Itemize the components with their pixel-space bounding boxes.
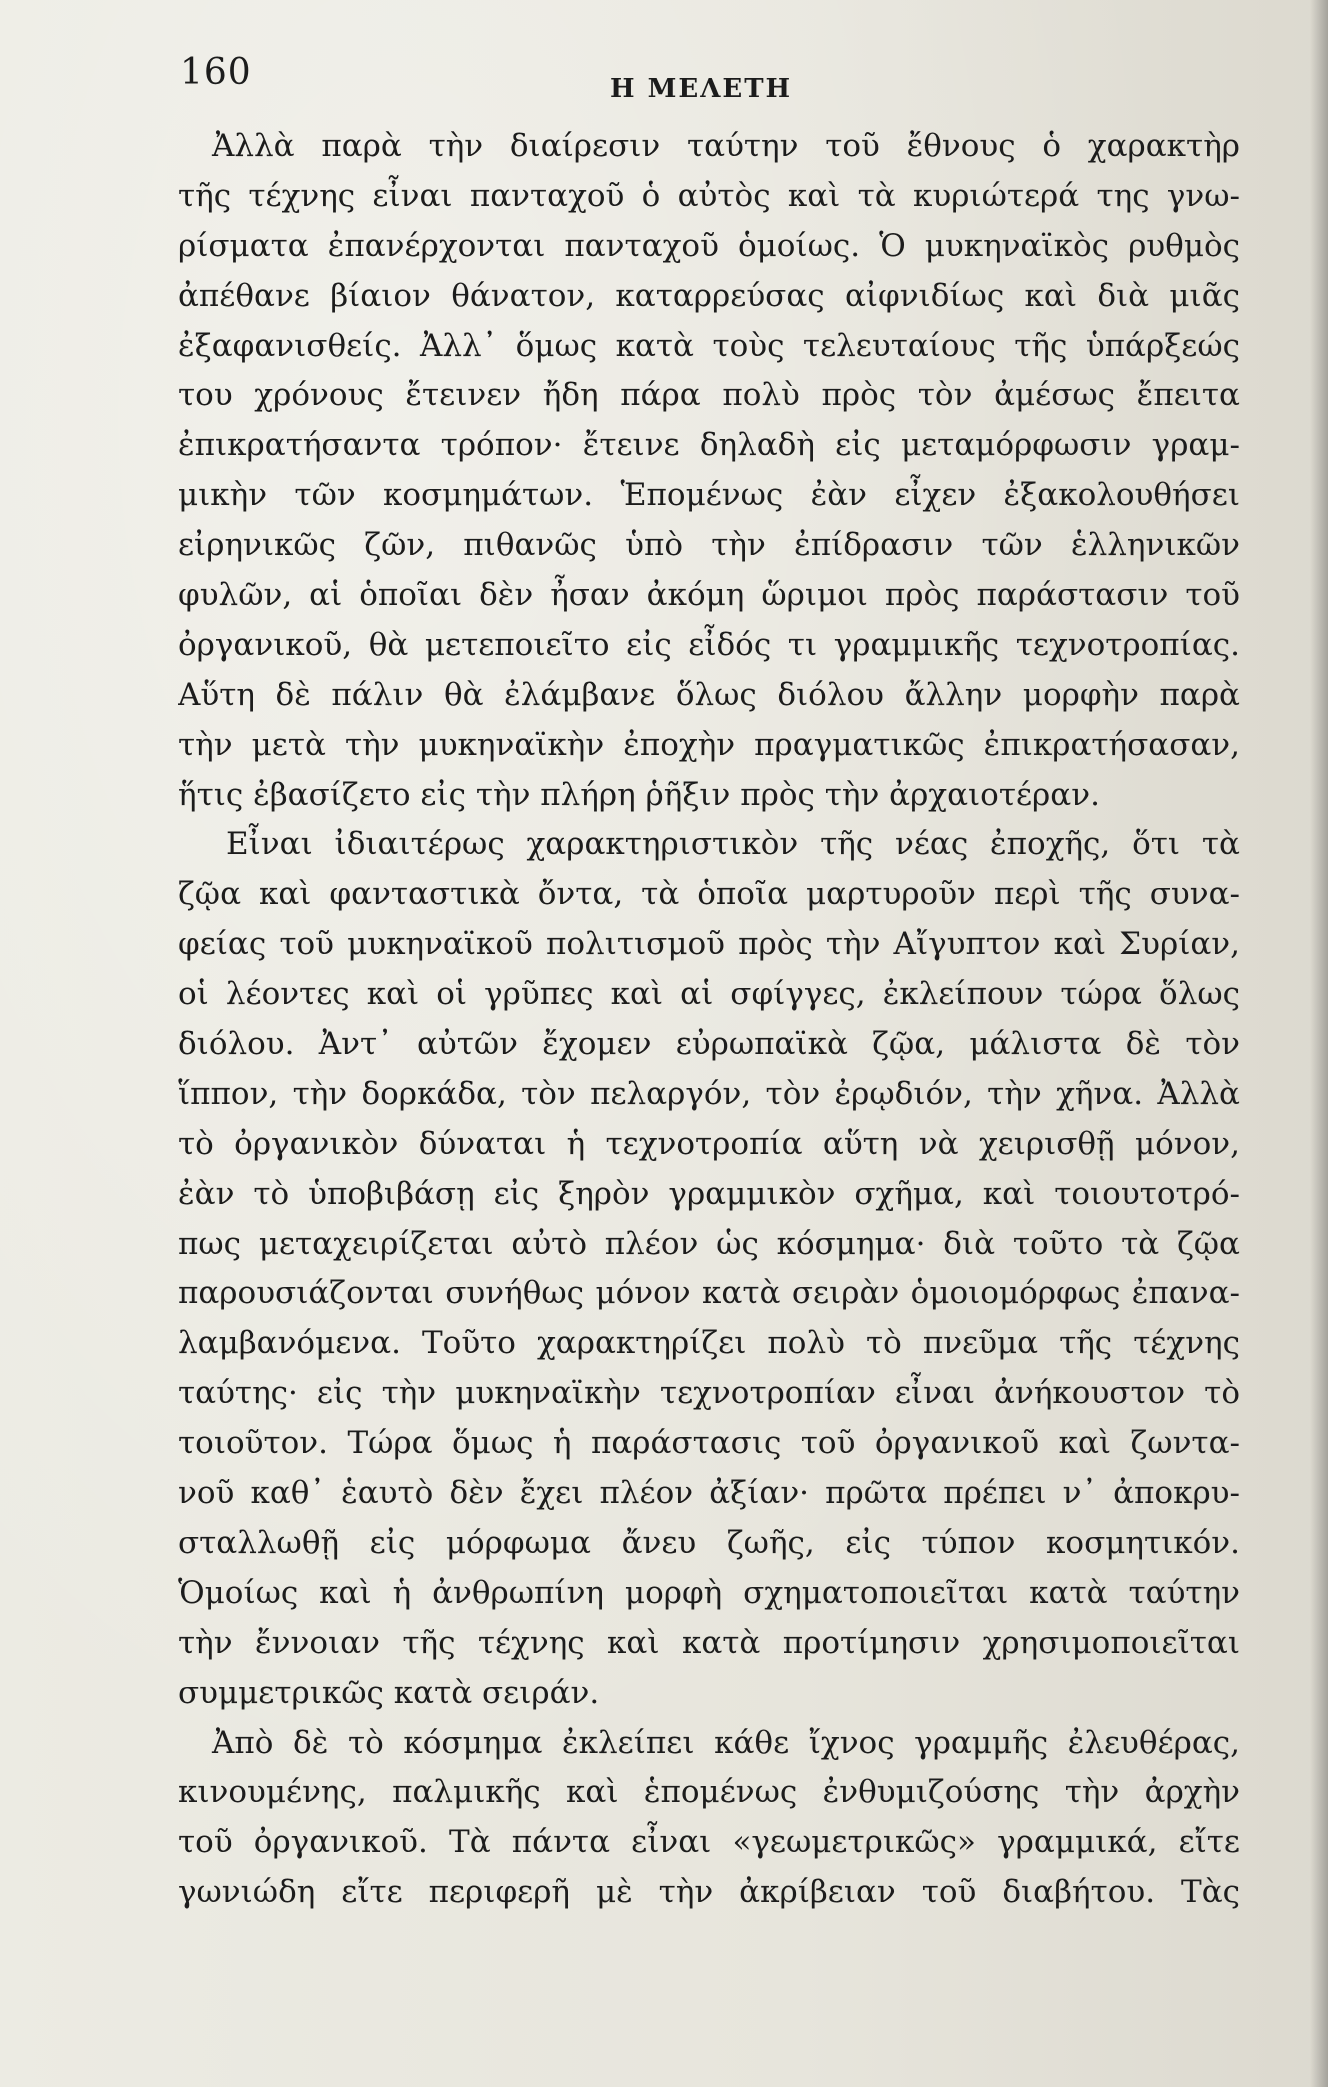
text-line: Ὁμοίως καὶ ἡ ἀνθρωπίνη μορφὴ σχηματοποιεῖται κατὰ ταύτην	[178, 1574, 1240, 1611]
page-header	[180, 52, 1240, 112]
text-line: ἐπικρατήσαντα τρόπον· ἔτεινε δηλαδὴ εἰς μεταμόρφωσιν γραμ-	[178, 427, 1240, 464]
text-line: Αὕτη δὲ πάλιν θὰ ἐλάμβανε ὅλως διόλου ἄλλην μορφὴν παρὰ	[178, 676, 1240, 713]
text-line: ἐξαφανισθείς. Ἀλλ᾽ ὅμως κατὰ τοὺς τελευταίους τῆς ὑπάρξεώς	[178, 327, 1240, 364]
text-line: οἱ λέοντες καὶ οἱ γρῦπες καὶ αἱ σφίγγες, ἐκλείπουν τώρα ὅλως	[178, 976, 1240, 1013]
text-line: νοῦ καθ᾽ ἑαυτὸ δὲν ἔχει πλέον ἀξίαν· πρῶτα πρέπει ν᾽ ἀποκρυ-	[178, 1475, 1240, 1512]
text-line: διόλου. Ἀντ᾽ αὐτῶν ἔχομεν εὐρωπαϊκὰ ζῷα, μάλιστα δὲ τὸν	[178, 1026, 1240, 1063]
running-title: Η ΜΕΛΕΤΗ	[610, 74, 793, 104]
text-line: εἰρηνικῶς ζῶν, πιθανῶς ὑπὸ τὴν ἐπίδρασιν τῶν ἑλληνικῶν	[178, 527, 1240, 564]
body-text	[178, 122, 1240, 1918]
page-edge-shadow	[1310, 0, 1328, 2087]
text-line: μικὴν τῶν κοσμημάτων. Ἑπομένως ἐὰν εἶχεν ἐξακολουθήσει	[178, 477, 1240, 514]
text-line: Ἀπὸ δὲ τὸ κόσμημα ἐκλείπει κάθε ἴχνος γραμμῆς ἐλευθέρας,	[212, 1724, 1240, 1761]
text-line: του χρόνους ἔτεινεν ἤδη πάρα πολὺ πρὸς τὸν ἀμέσως ἔπειτα	[178, 377, 1240, 414]
text-line: ἀπέθανε βίαιον θάνατον, καταρρεύσας αἰφνιδίως καὶ διὰ μιᾶς	[178, 277, 1240, 314]
text-line: πως μεταχειρίζεται αὐτὸ πλέον ὡς κόσμημα· διὰ τοῦτο τὰ ζῷα	[178, 1225, 1240, 1262]
text-line: Ἀλλὰ παρὰ τὴν διαίρεσιν ταύτην τοῦ ἔθνους ὁ χαρακτὴρ	[212, 128, 1240, 164]
text-line: ἐὰν τὸ ὑποβιβάσῃ εἰς ξηρὸν γραμμικὸν σχῆμα, καὶ τοιουτοτρό-	[178, 1175, 1240, 1212]
text-line: κινουμένης, παλμικῆς καὶ ἑπομένως ἐνθυμιζούσης τὴν ἀρχὴν	[178, 1774, 1240, 1811]
text-line: λαμβανόμενα. Τοῦτο χαρακτηρίζει πολὺ τὸ πνεῦμα τῆς τέχνης	[178, 1325, 1240, 1362]
page-number: 160	[180, 52, 252, 93]
text-line: τοιοῦτον. Τώρα ὅμως ἡ παράστασις τοῦ ὀργανικοῦ καὶ ζωντα-	[178, 1425, 1240, 1462]
text-line: φείας τοῦ μυκηναϊκοῦ πολιτισμοῦ πρὸς τὴν Αἴγυπτον καὶ Συρίαν,	[178, 926, 1240, 963]
text-line: ἥτις ἐβασίζετο εἰς τὴν πλήρη ῥῆξιν πρὸς τὴν ἀρχαιοτέραν.	[178, 776, 1100, 813]
text-line: ζῷα καὶ φανταστικὰ ὄντα, τὰ ὁποῖα μαρτυροῦν περὶ τῆς συνα-	[178, 876, 1240, 913]
text-line: ὀργανικοῦ, θὰ μετεποιεῖτο εἰς εἶδός τι γραμμικῆς τεχνοτροπίας.	[178, 626, 1240, 663]
text-line: τῆς τέχνης εἶναι πανταχοῦ ὁ αὐτὸς καὶ τὰ κυριώτερά της γνω-	[178, 177, 1240, 214]
text-line: τὴν μετὰ τὴν μυκηναϊκὴν ἐποχὴν πραγματικῶς ἐπικρατήσασαν,	[178, 726, 1240, 763]
text-line: ρίσματα ἐπανέρχονται πανταχοῦ ὁμοίως. Ὁ μυκηναϊκὸς ρυθμὸς	[178, 227, 1240, 264]
text-line: ἵππον, τὴν δορκάδα, τὸν πελαργόν, τὸν ἐρῳδιόν, τὴν χῆνα. Ἀλλὰ	[178, 1075, 1240, 1112]
text-line: σταλλωθῇ εἰς μόρφωμα ἄνευ ζωῆς, εἰς τύπον κοσμητικόν.	[178, 1524, 1240, 1561]
text-line: παρουσιάζονται συνήθως μόνον κατὰ σειρὰν ὁμοιομόρφως ἐπανα-	[178, 1275, 1240, 1312]
text-line: συμμετρικῶς κατὰ σειράν.	[178, 1674, 600, 1711]
text-line: τοῦ ὀργανικοῦ. Τὰ πάντα εἶναι «γεωμετρικῶς» γραμμικά, εἴτε	[178, 1824, 1240, 1861]
text-line: φυλῶν, αἱ ὁποῖαι δὲν ἦσαν ἀκόμη ὥριμοι πρὸς παράστασιν τοῦ	[178, 577, 1240, 614]
text-line: τὴν ἔννοιαν τῆς τέχνης καὶ κατὰ προτίμησιν χρησιμοποιεῖται	[178, 1624, 1240, 1661]
text-line: ταύτης· εἰς τὴν μυκηναϊκὴν τεχνοτροπίαν εἶναι ἀνήκουστον τὸ	[178, 1375, 1240, 1412]
text-line: τὸ ὀργανικὸν δύναται ἡ τεχνοτροπία αὕτη νὰ χειρισθῇ μόνον,	[178, 1125, 1240, 1162]
text-line: γωνιώδη εἴτε περιφερῆ μὲ τὴν ἀκρίβειαν τοῦ διαβήτου. Τὰς	[178, 1874, 1240, 1911]
text-line: Εἶναι ἰδιαιτέρως χαρακτηριστικὸν τῆς νέας ἐποχῆς, ὅτι τὰ	[226, 826, 1240, 863]
